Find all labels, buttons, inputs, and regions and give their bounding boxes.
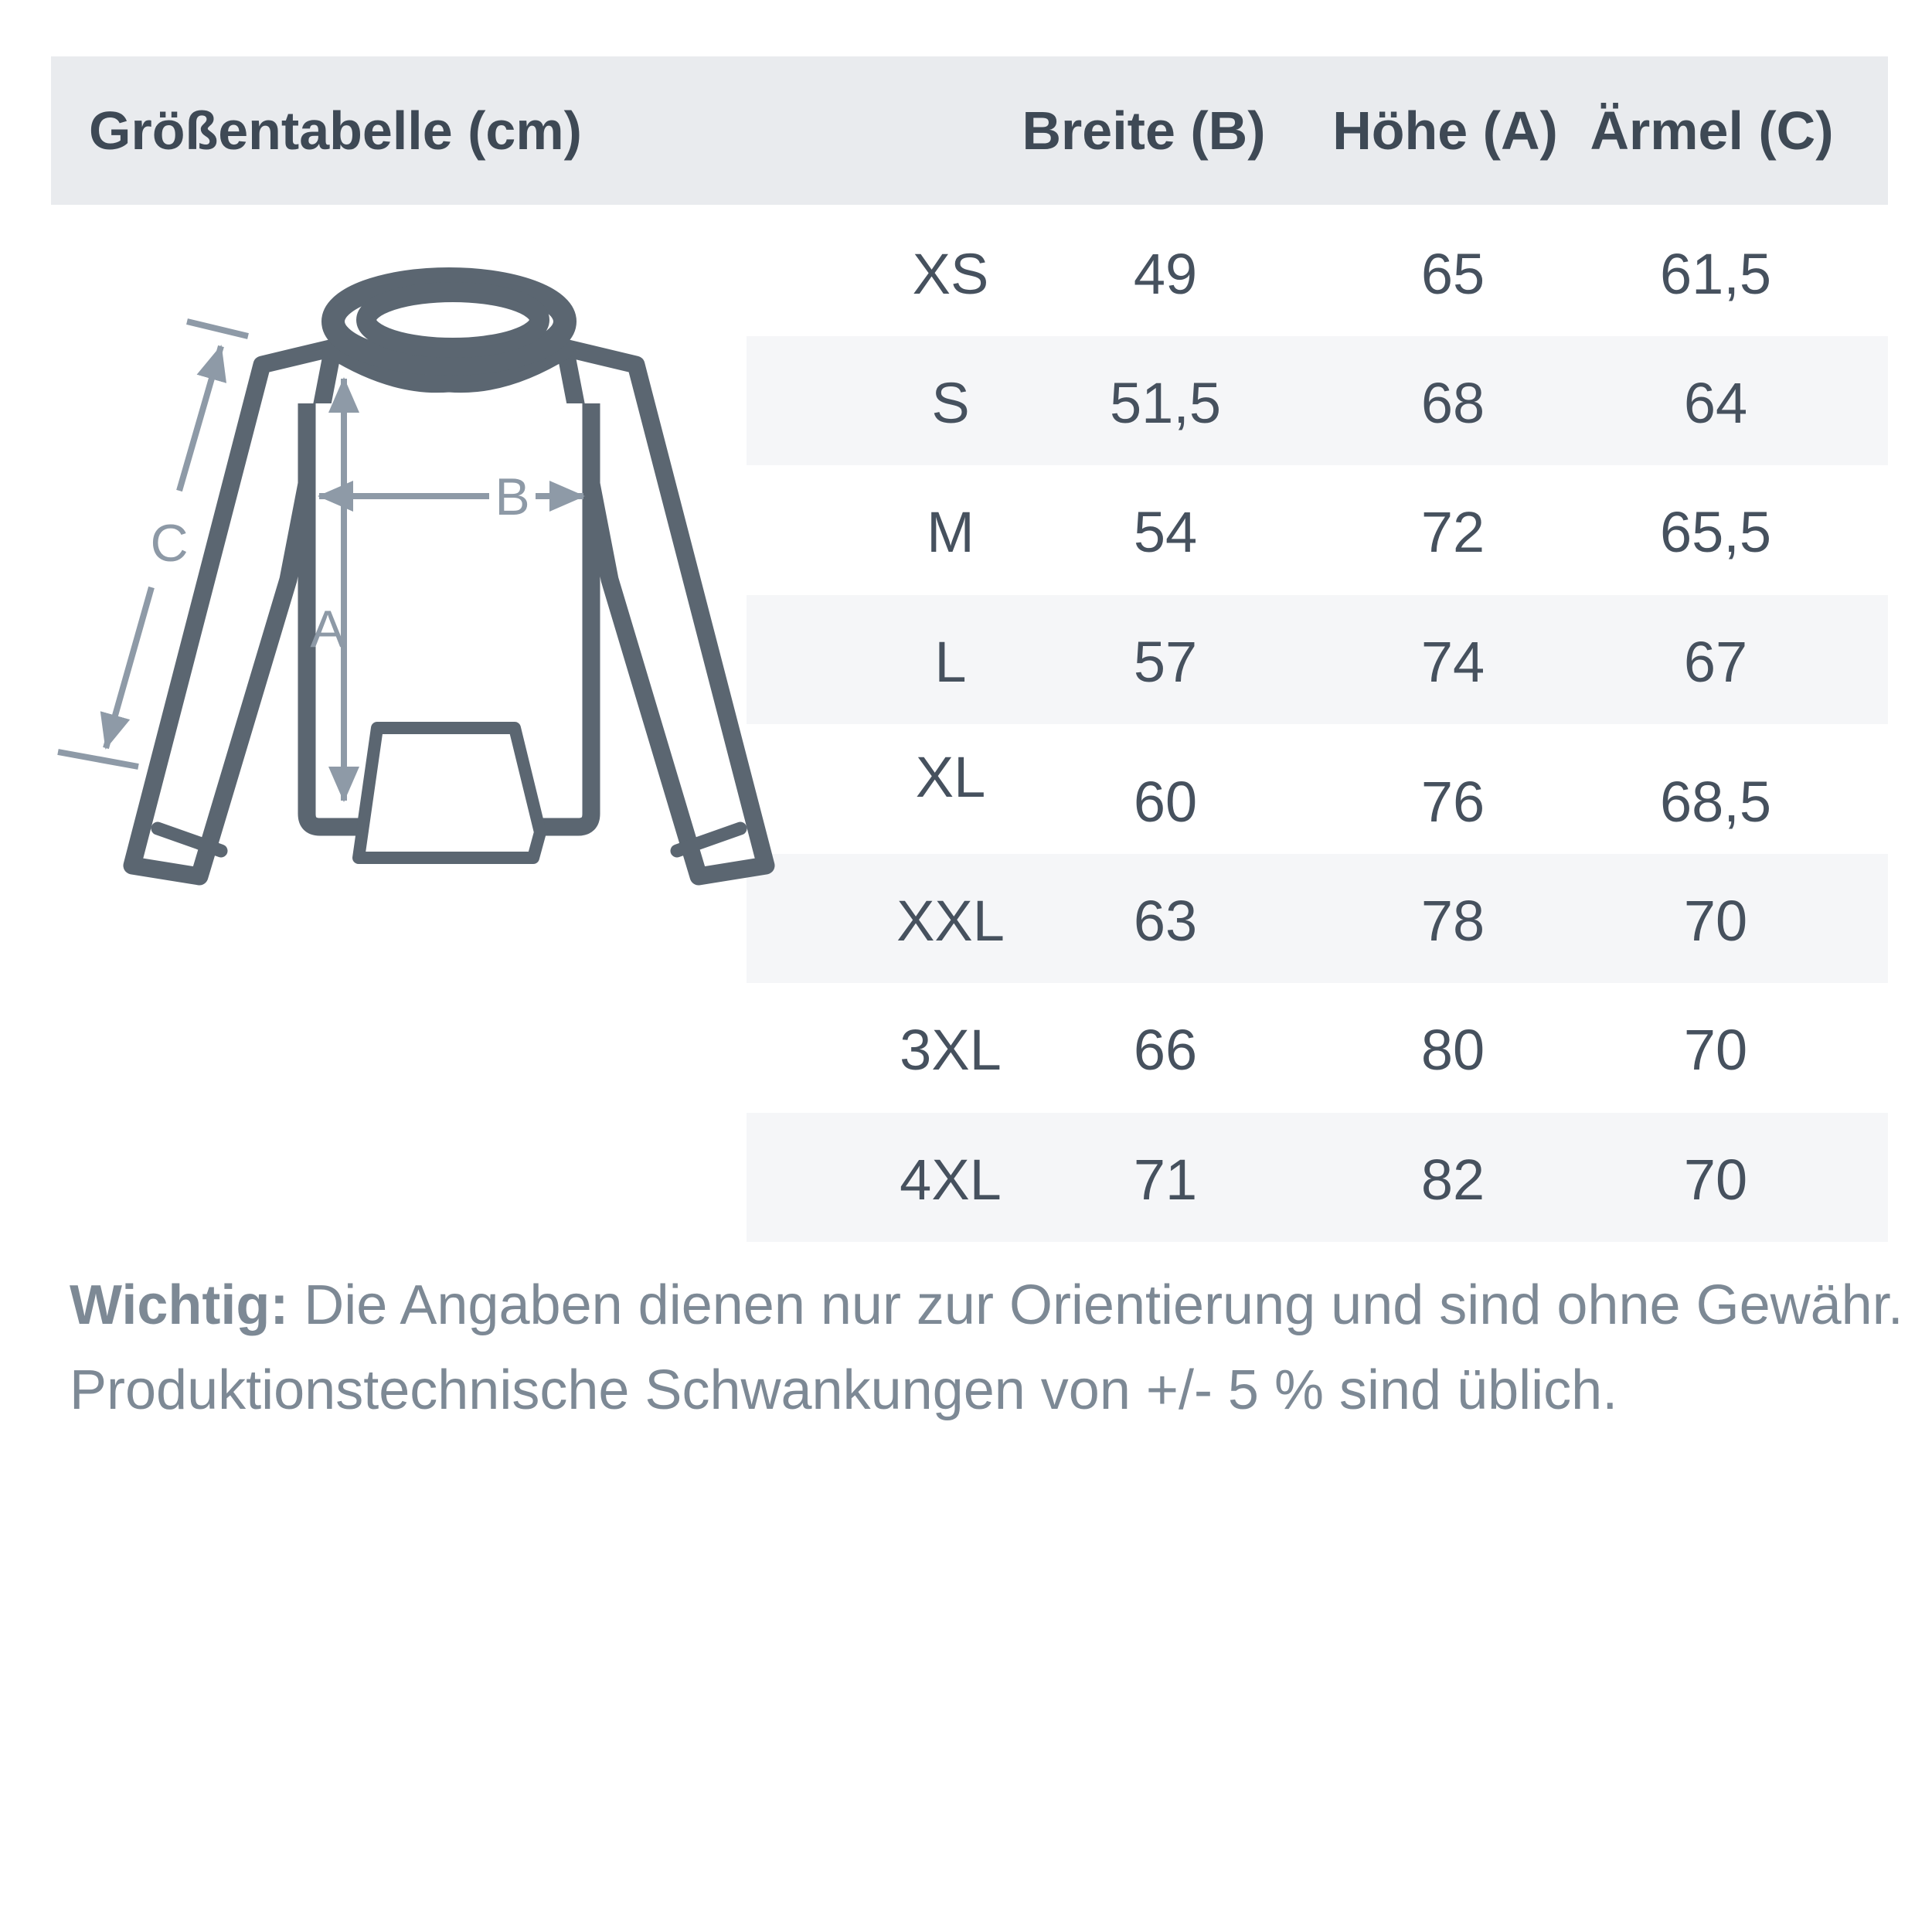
size-label: XL — [915, 745, 986, 809]
size-label: L — [934, 630, 967, 694]
pocket — [359, 728, 540, 858]
aermel-value: 67 — [1683, 630, 1748, 694]
disclaimer-text: Die Angaben dienen nur zur Orientierung und sind ohne Gewähr. — [288, 1274, 1903, 1336]
disclaimer-line-1 — [70, 1274, 1903, 1337]
table-row — [747, 595, 1888, 724]
breite-value: 60 — [1133, 770, 1198, 834]
hoehe-value: 82 — [1420, 1148, 1485, 1212]
size-label: S — [931, 371, 970, 435]
size-label: 4XL — [900, 1148, 1002, 1212]
breite-value: 63 — [1133, 889, 1198, 953]
hoehe-value: 78 — [1420, 889, 1485, 953]
column-header-aermel: Ärmel (C) — [1590, 100, 1834, 161]
size-label: 3XL — [900, 1018, 1002, 1082]
sleeve-arrow-upper — [179, 346, 221, 491]
size-label: M — [927, 500, 975, 564]
hoehe-value: 68 — [1420, 371, 1485, 435]
sleeve-end-bar-top — [187, 321, 248, 336]
hoehe-value: 72 — [1420, 500, 1485, 564]
size-label: XXL — [896, 889, 1005, 953]
column-header-hoehe: Höhe (A) — [1332, 100, 1558, 161]
aermel-value: 70 — [1683, 1018, 1748, 1082]
table-row — [747, 207, 1888, 336]
label-c: C — [150, 514, 189, 573]
breite-value: 57 — [1133, 630, 1198, 694]
table-row — [747, 854, 1888, 983]
breite-value: 71 — [1133, 1148, 1198, 1212]
hoehe-value: 65 — [1420, 242, 1485, 306]
aermel-value: 70 — [1683, 889, 1748, 953]
page-title: Größentabelle (cm) — [89, 100, 582, 161]
hoehe-value: 76 — [1420, 770, 1485, 834]
aermel-value: 70 — [1683, 1148, 1748, 1212]
aermel-value: 68,5 — [1659, 770, 1772, 834]
table-row — [747, 983, 1888, 1112]
disclaimer-lead: Wichtig: — [70, 1274, 289, 1336]
size-label: XS — [912, 242, 989, 306]
sleeve-end-bar-bottom — [58, 752, 138, 767]
breite-value: 49 — [1133, 242, 1198, 306]
label-b: B — [495, 468, 530, 526]
hoodie-measurement-diagram-icon — [46, 209, 804, 951]
column-header-breite: Breite (B) — [1022, 100, 1266, 161]
breite-value: 54 — [1133, 500, 1198, 564]
table-row — [747, 724, 1888, 853]
sleeve-arrow-lower — [106, 587, 151, 748]
breite-value: 66 — [1133, 1018, 1198, 1082]
hoehe-value: 74 — [1420, 630, 1485, 694]
table-row — [747, 1113, 1888, 1242]
label-a: A — [310, 600, 345, 658]
table-row — [747, 465, 1888, 594]
disclaimer-line-2: Produktionstechnische Schwankungen von +/- 5 % sind üblich. — [70, 1359, 1618, 1421]
hood — [333, 279, 565, 384]
hoehe-value: 80 — [1420, 1018, 1485, 1082]
aermel-value: 61,5 — [1659, 242, 1772, 306]
aermel-value: 65,5 — [1659, 500, 1772, 564]
table-row — [747, 336, 1888, 465]
breite-value: 51,5 — [1109, 371, 1222, 435]
aermel-value: 64 — [1683, 371, 1748, 435]
